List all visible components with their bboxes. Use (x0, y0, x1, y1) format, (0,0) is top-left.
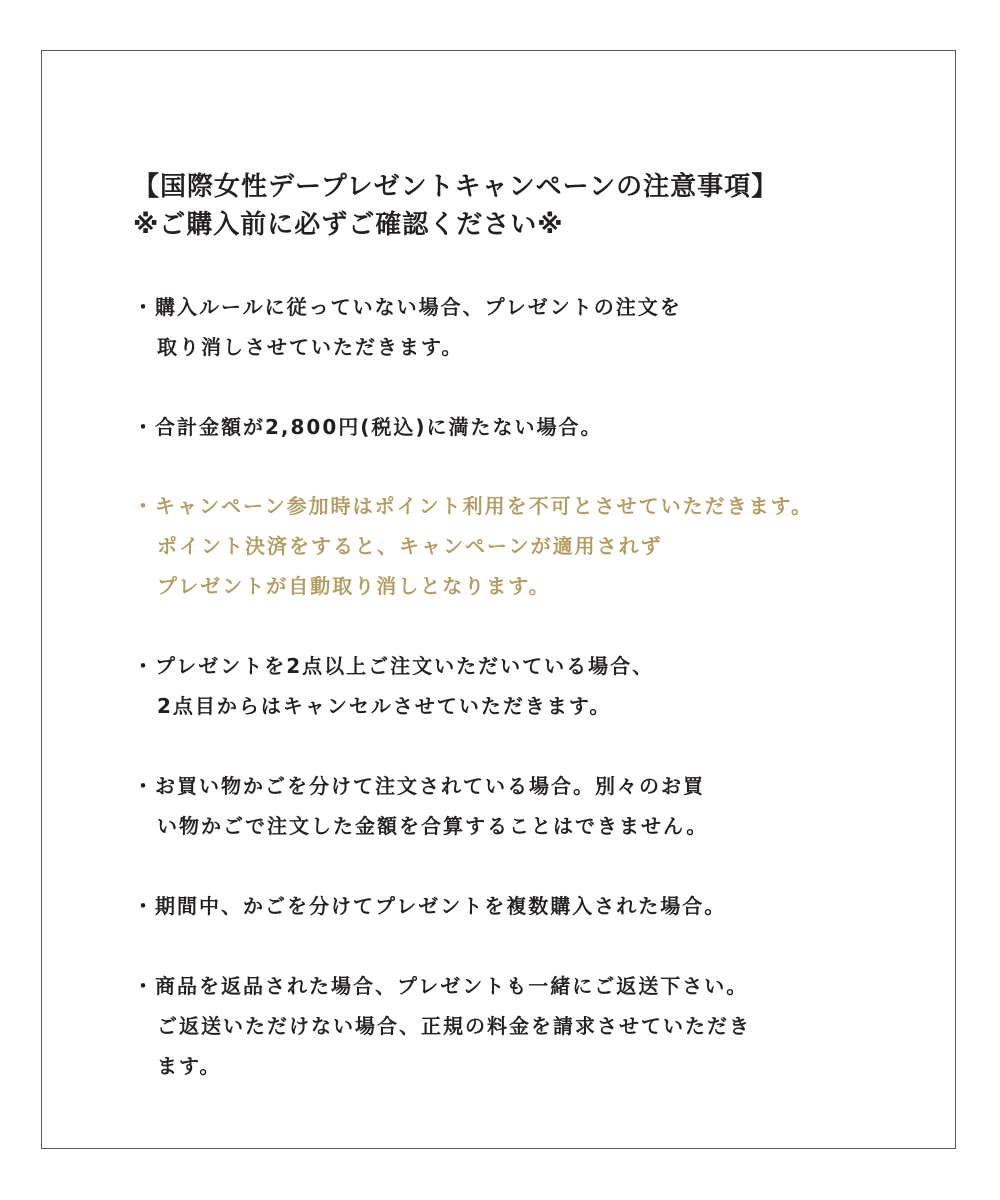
note-line: ・お買い物かごを分けて注文されている場合。別々のお買 (133, 774, 705, 798)
note-line: い物かごで注文した金額を合算することはできません。 (157, 814, 709, 838)
heading-subtitle: ※ご購入前に必ずご確認ください※ (133, 210, 564, 240)
heading-title: 【国際女性デープレゼントキャンペーンの注意事項】 (133, 172, 779, 202)
note-line: ・期間中、かごを分けてプレゼントを複数購入された場合。 (133, 894, 727, 918)
note-line: 取り消しさせていただきます。 (157, 335, 464, 359)
note-line: ポイント決済をすると、キャンペーンが適用されず (157, 534, 663, 558)
note-line: ・合計金額が2,800円(税込)に満たない場合。 (133, 415, 603, 439)
note-line: ご返送いただけない場合、正規の料金を請求させていただき (157, 1014, 751, 1038)
note-line: ・キャンペーン参加時はポイント利用を不可とさせていただきます。 (133, 494, 813, 518)
note-line: プレゼントが自動取り消しとなります。 (157, 574, 551, 598)
note-line: ・購入ルールに従っていない場合、プレゼントの注文を (133, 295, 682, 319)
note-line: ます。 (157, 1054, 222, 1078)
note-line: ・商品を返品された場合、プレゼントも一緒にご返送下さい。 (133, 974, 749, 998)
note-line: 2点目からはキャンセルさせていただきます。 (157, 694, 612, 718)
note-line: ・プレゼントを2点以上ご注文いただいている場合、 (133, 654, 655, 678)
